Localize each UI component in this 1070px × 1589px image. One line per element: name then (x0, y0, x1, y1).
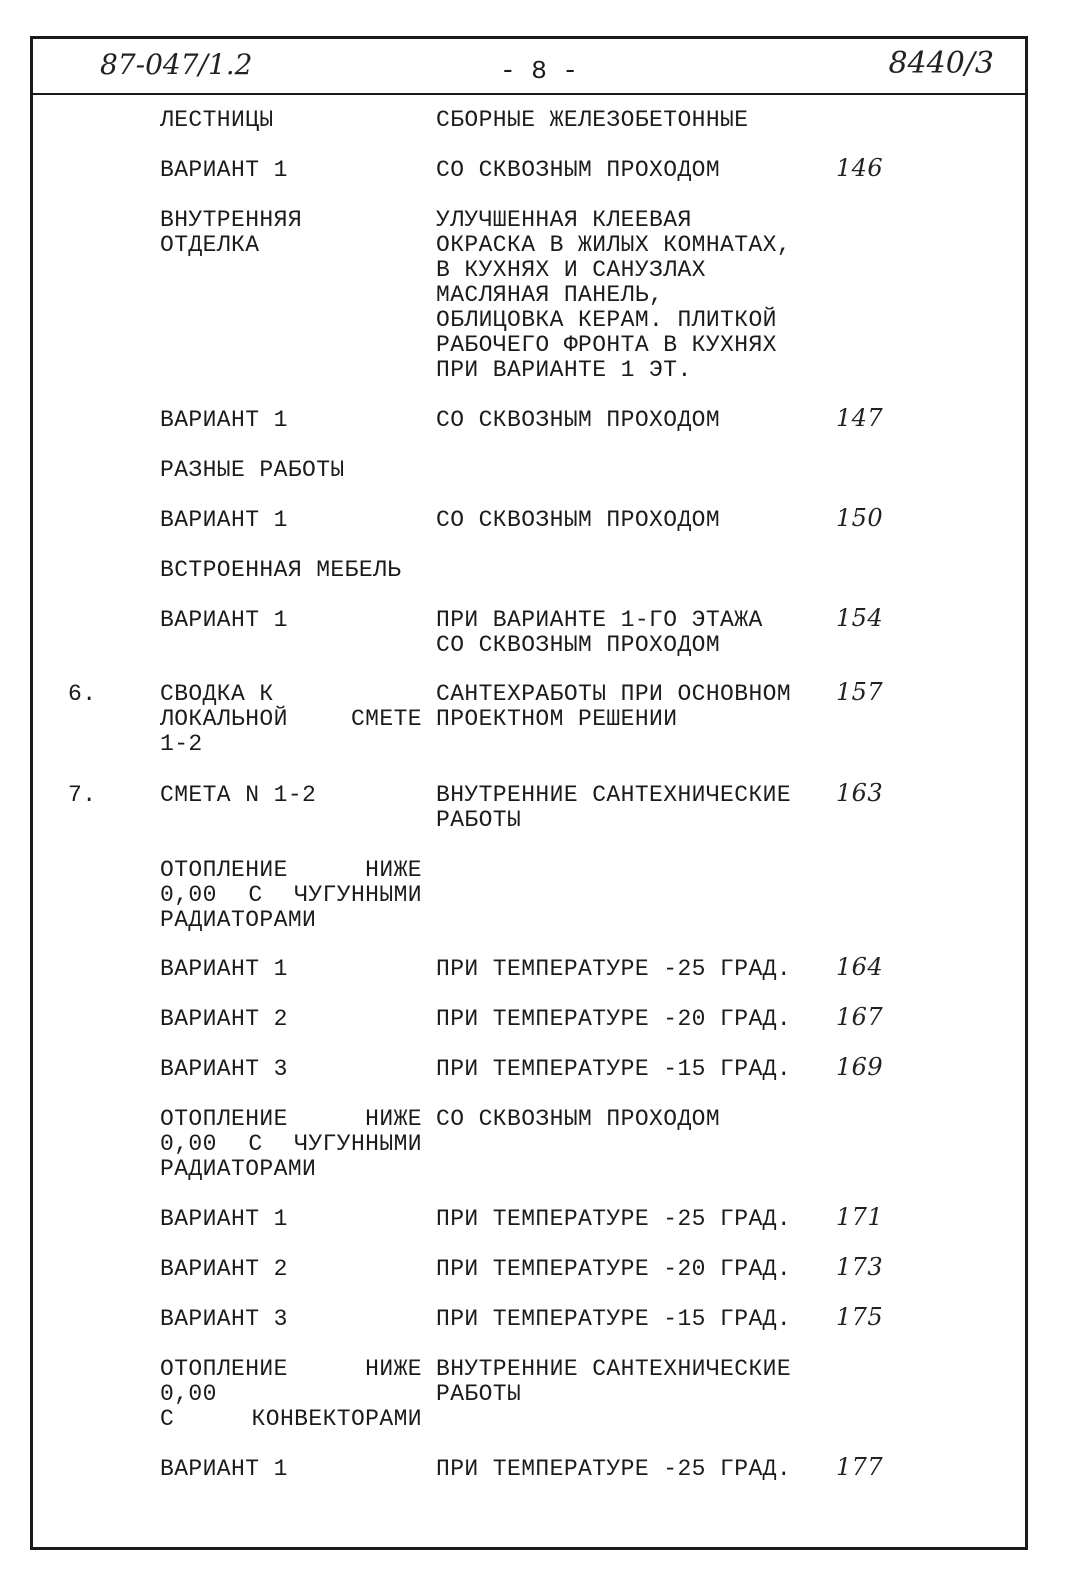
item-section: ВАРИАНТ 1 (160, 1206, 288, 1232)
item-section: СМЕТА N 1-2 (160, 782, 317, 808)
item-section: ВАРИАНТ 3 (160, 1056, 288, 1082)
sheet-number: 8440/3 (888, 46, 994, 81)
item-page: 150 (836, 504, 884, 532)
item-section: ЛЕСТНИЦЫ (160, 107, 274, 133)
item-description: ПРИ ТЕМПЕРАТУРЕ -25 ГРАД. (436, 1456, 792, 1482)
item-description: УЛУЧШЕННАЯ КЛЕЕВАЯ ОКРАСКА В ЖИЛЫХ КОМНАТАХ, В КУХНЯХ И САНУЗЛАХ МАСЛЯНАЯ ПАНЕЛЬ, ОБЛИЦОВКА КЕРАМ. ПЛИТКОЙ РАБОЧЕГО ФРОНТА В КУХНЯХ ПРИ ВАРИАНТЕ 1 ЭТ. (436, 207, 792, 383)
page-number: - 8 - (500, 56, 579, 86)
item-page: 154 (836, 604, 884, 632)
item-section: ВАРИАНТ 1 (160, 507, 288, 533)
item-description: СО СКВОЗНЫМ ПРОХОДОМ (436, 1106, 721, 1132)
item-number: 6. (68, 681, 97, 707)
item-description: СО СКВОЗНЫМ ПРОХОДОМ (436, 507, 721, 533)
item-section: ВНУТРЕННЯЯ ОТДЕЛКА (160, 207, 303, 258)
item-page: 163 (836, 779, 884, 807)
item-description: ПРИ ВАРИАНТЕ 1-ГО ЭТАЖА СО СКВОЗНЫМ ПРОХОДОМ (436, 607, 763, 658)
item-page: 169 (836, 1053, 884, 1081)
item-description: САНТЕХРАБОТЫ ПРИ ОСНОВНОМ ПРОЕКТНОМ РЕШЕНИИ (436, 681, 792, 732)
header-divider (30, 93, 1028, 95)
item-section: ВАРИАНТ 1 (160, 407, 288, 433)
item-number: 7. (68, 782, 97, 808)
document-code: 87-047/1.2 (100, 48, 253, 81)
item-section: ВАРИАНТ 1 (160, 607, 288, 633)
item-page: 175 (836, 1303, 884, 1331)
item-description: ПРИ ТЕМПЕРАТУРЕ -15 ГРАД. (436, 1306, 792, 1332)
item-page: 173 (836, 1253, 884, 1281)
item-page: 167 (836, 1003, 884, 1031)
item-section: ВАРИАНТ 3 (160, 1306, 288, 1332)
item-description: ВНУТРЕННИЕ САНТЕХНИЧЕСКИЕ РАБОТЫ (436, 1356, 792, 1407)
item-page: 164 (836, 953, 884, 981)
item-section: ОТОПЛЕНИЕ НИЖЕ 0,00 С ЧУГУННЫМИ РАДИАТОРАМИ (160, 857, 422, 933)
item-page: 146 (836, 154, 884, 182)
item-section: ОТОПЛЕНИЕ НИЖЕ 0,00 С ЧУГУННЫМИ РАДИАТОРАМИ (160, 1106, 422, 1182)
item-page: 177 (836, 1453, 884, 1481)
item-description: СО СКВОЗНЫМ ПРОХОДОМ (436, 157, 721, 183)
item-section: ОТОПЛЕНИЕ НИЖЕ 0,00 С КОНВЕКТОРАМИ (160, 1356, 422, 1432)
item-description: ПРИ ТЕМПЕРАТУРЕ -20 ГРАД. (436, 1006, 792, 1032)
item-description: ПРИ ТЕМПЕРАТУРЕ -25 ГРАД. (436, 1206, 792, 1232)
item-section: ВСТРОЕННАЯ МЕБЕЛЬ (160, 557, 402, 583)
item-description: ВНУТРЕННИЕ САНТЕХНИЧЕСКИЕ РАБОТЫ (436, 782, 792, 833)
item-section: СВОДКА К ЛОКАЛЬНОЙ СМЕТЕ 1-2 (160, 681, 422, 757)
item-section: ВАРИАНТ 1 (160, 956, 288, 982)
item-description: ПРИ ТЕМПЕРАТУРЕ -25 ГРАД. (436, 956, 792, 982)
item-section: ВАРИАНТ 2 (160, 1256, 288, 1282)
item-section: ВАРИАНТ 2 (160, 1006, 288, 1032)
item-section: ВАРИАНТ 1 (160, 1456, 288, 1482)
item-section: РАЗНЫЕ РАБОТЫ (160, 457, 345, 483)
item-description: СБОРНЫЕ ЖЕЛЕЗОБЕТОННЫЕ (436, 107, 749, 133)
item-page: 157 (836, 678, 884, 706)
item-section: ВАРИАНТ 1 (160, 157, 288, 183)
item-page: 147 (836, 404, 884, 432)
item-description: ПРИ ТЕМПЕРАТУРЕ -15 ГРАД. (436, 1056, 792, 1082)
item-description: СО СКВОЗНЫМ ПРОХОДОМ (436, 407, 721, 433)
item-description: ПРИ ТЕМПЕРАТУРЕ -20 ГРАД. (436, 1256, 792, 1282)
item-page: 171 (836, 1203, 884, 1231)
